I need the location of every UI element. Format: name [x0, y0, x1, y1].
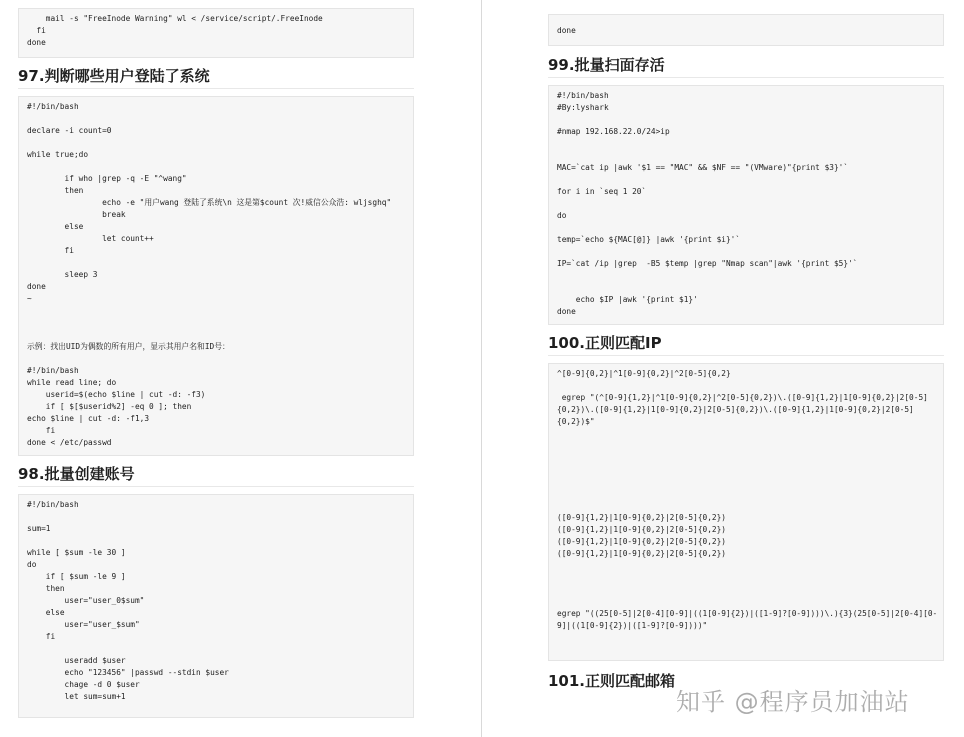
code-block-top-right: [548, 14, 944, 46]
code-text: mail -s "FreeInode Warning" wl < /service/script/.FreeInode fi done: [27, 14, 323, 47]
code-block-99: [548, 85, 944, 325]
section-heading-99: 99.批量扫面存活: [548, 56, 944, 78]
section-heading-100: 100.正则匹配IP: [548, 334, 944, 356]
code-text: #!/bin/bash sum=1 while [ $sum -le 30 ] do if [ $sum -le 9 ] then user="user_0$sum" else user="user_$sum" fi useradd $user echo "123456" |passwd --stdin $user chage -d 0 $user let sum=sum+1: [27, 500, 229, 701]
watermark: 知乎 @程序员加油站: [676, 688, 910, 716]
code-text: ^[0-9]{0,2}|^1[0-9]{0,2}|^2[0-5]{0,2} egrep "(^[0-9]{1,2}|^1[0-9]{0,2}|^2[0-5]{0,2})\.([0-9]{1,2}|1[0-9]{0,2}|2[0-5] {0,2})\.([0-9]{1,2}|1[0-9]{0,2}|2[0-5]{0,2})\.([0-9]{1,2}|1[0-9]{0,2}|2[0-5] {0,2})$" ([0-9]{1,2}|1[0-9]{0,2}|2[0-5]{0,2}) ([0-9]{1,2}|1[0-9]{0,2}|2[0-5]{0,2}) ([0-9]{1,2}|1[0-9]{0,2}|2[0-5]{0,2}) ([0-9]{1,2}|1[0-9]{0,2}|2[0-5]{0,2}) egrep "((25[0-5]|2[0-4][0-9]|((1[0-9]{2})|([1-9]?[0-9])))\.){3}(25[0-5]|2[0-4][0- 9]|((1[0-9]{2})|([1-9]?[0-9])))": [557, 369, 938, 630]
section-heading-101: 101.正则匹配邮箱: [548, 672, 676, 690]
code-text: #!/bin/bash declare -i count=0 while true;do if who |grep -q -E "^wang" then echo -e "用户wang 登陆了系统\n 这是第$count 次!威信公众浩: wljsghq" break else let count++ fi sleep 3 done ~ 示例：找出UID为偶数的所有用户，显示其用户名和ID号： #!/bin/bash while read line; do userid=$(echo $line | cut -d: -f3) if [ $[$userid%2] -eq 0 ]; then echo $line | cut -d: -f1,3 fi done < /etc/passwd: [27, 102, 392, 447]
page-divider: [481, 0, 482, 737]
code-block-98: [18, 494, 414, 718]
code-text: #!/bin/bash #By:lyshark #nmap 192.168.22.0/24>ip MAC=`cat ip |awk '$1 == "MAC" && $NF == "(VMware)"{print $3}'` for i in `seq 1 20` do temp=`echo ${MAC[@]} |awk '{print $i}'` IP=`cat /ip |grep -B5 $temp |grep "Nmap scan"|awk '{print $5}'` echo $IP |awk '{print $1}' done: [557, 91, 858, 316]
code-block-97: [18, 96, 414, 456]
code-block-top-left: [18, 8, 414, 58]
section-heading-98: 98.批量创建账号: [18, 465, 414, 487]
code-block-100: [548, 363, 944, 661]
section-heading-97: 97.判断哪些用户登陆了系统: [18, 67, 414, 89]
code-text: done: [557, 26, 576, 35]
